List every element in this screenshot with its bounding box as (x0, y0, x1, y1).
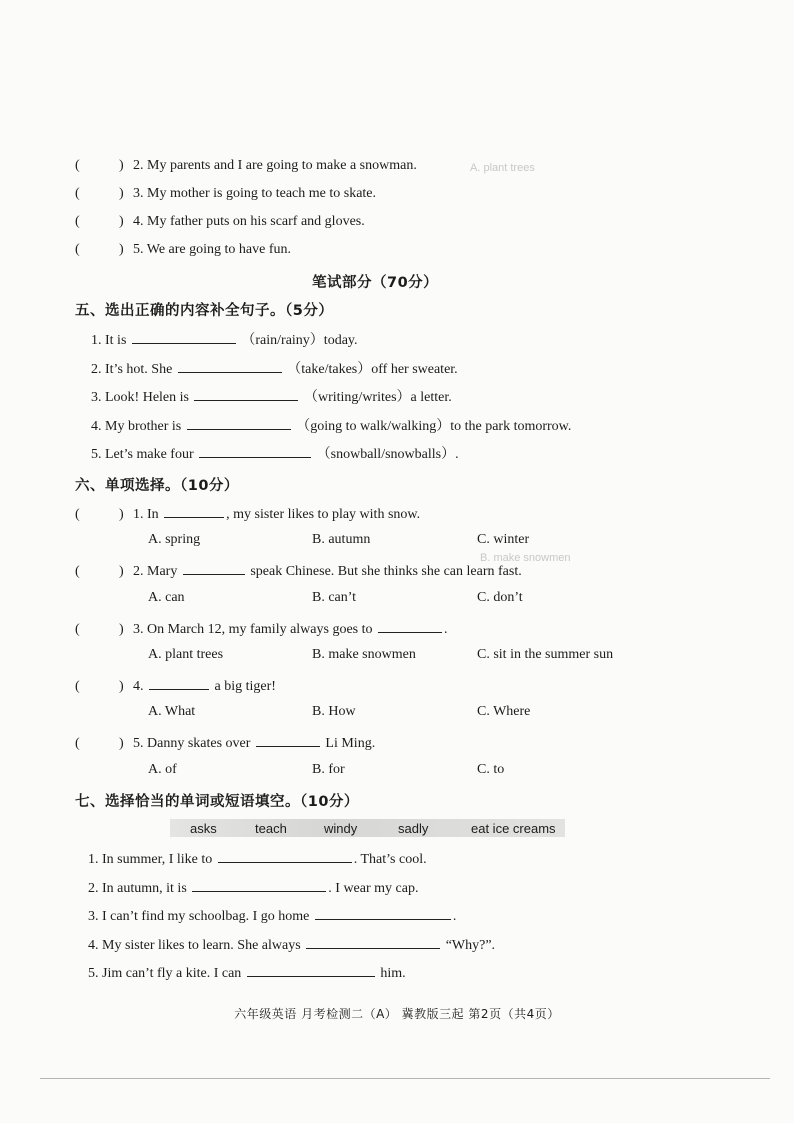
section-5-item: 3. Look! Helen is （writing/writes）a letter. (91, 387, 452, 407)
mc-question: ( ) 1. In , my sister likes to play with snow. (75, 504, 420, 524)
answer-blank[interactable] (247, 963, 375, 977)
answer-bracket[interactable]: ( ) (75, 507, 124, 522)
answer-bracket[interactable]: ( ) (75, 242, 124, 257)
section-5-item: 5. Let’s make four （snowball/snowballs）. (91, 444, 459, 464)
section-6-title: 六、单项选择。（10分） (75, 478, 239, 494)
mc-question: ( ) 2. Mary speak Chinese. But she thinks she can learn fast. (75, 561, 522, 581)
word-bank-item: eat ice creams (471, 821, 556, 836)
answer-bracket[interactable]: ( ) (75, 214, 124, 229)
answer-bracket[interactable]: ( ) (75, 736, 124, 751)
section-7-item: 1. In summer, I like to . That’s cool. (88, 849, 427, 869)
answer-blank[interactable] (306, 935, 440, 949)
option-c[interactable]: C. winter (477, 532, 530, 547)
answer-bracket[interactable]: ( ) (75, 679, 124, 694)
section-7-item: 2. In autumn, it is . I wear my cap. (88, 878, 418, 898)
answer-blank[interactable] (132, 330, 236, 344)
option-a[interactable]: A. What (148, 704, 196, 719)
section-7-item: 5. Jim can’t fly a kite. I can him. (88, 963, 406, 983)
page-footer: 六年级英语 月考检测二（A） 冀教版三起 第2页（共4页） (234, 1007, 560, 1021)
listening-item: ( ) 4. My father puts on his scarf and gloves. (75, 214, 365, 229)
option-a[interactable]: A. plant trees (148, 647, 224, 662)
option-b[interactable]: B. for (312, 762, 345, 777)
option-a[interactable]: A. can (148, 590, 185, 605)
answer-blank[interactable] (378, 619, 442, 633)
section-7-title: 七、选择恰当的单词或短语填空。（10分） (75, 794, 359, 810)
listening-item: ( ) 5. We are going to have fun. (75, 242, 292, 257)
section-5-item: 4. My brother is （going to walk/walking）to the park tomorrow. (91, 416, 571, 436)
answer-blank[interactable] (164, 504, 224, 518)
bleed-through-text: B. make snowmen (480, 552, 571, 564)
answer-blank[interactable] (315, 906, 451, 920)
answer-blank[interactable] (149, 676, 209, 690)
section-5-item: 1. It is （rain/rainy）today. (91, 330, 358, 350)
option-c[interactable]: C. don’t (477, 590, 523, 605)
listening-item: ( ) 3. My mother is going to teach me to skate. (75, 186, 377, 201)
option-a[interactable]: A. of (148, 762, 177, 777)
mc-question: ( ) 3. On March 12, my family always goes to . (75, 619, 448, 639)
mc-question: ( ) 5. Danny skates over Li Ming. (75, 733, 375, 753)
option-b[interactable]: B. How (312, 704, 356, 719)
mc-question: ( ) 4. a big tiger! (75, 676, 276, 696)
option-a[interactable]: A. spring (148, 532, 201, 547)
section-5-title: 五、选出正确的内容补全句子。（5分） (75, 303, 334, 319)
word-bank-item: sadly (398, 821, 429, 836)
word-bank-item: asks (190, 821, 217, 836)
answer-blank[interactable] (178, 359, 282, 373)
section-7-item: 4. My sister likes to learn. She always “Why?”. (88, 935, 495, 955)
answer-blank[interactable] (192, 878, 326, 892)
word-bank-item: teach (255, 821, 287, 836)
option-b[interactable]: B. can’t (312, 590, 357, 605)
answer-bracket[interactable]: ( ) (75, 622, 124, 637)
option-c[interactable]: C. Where (477, 704, 531, 719)
answer-blank[interactable] (256, 733, 320, 747)
option-c[interactable]: C. to (477, 762, 505, 777)
section-5-item: 2. It’s hot. She （take/takes）off her sweater. (91, 359, 458, 379)
option-b[interactable]: B. make snowmen (312, 647, 416, 662)
option-c[interactable]: C. sit in the summer sun (477, 647, 614, 662)
answer-bracket[interactable]: ( ) (75, 158, 124, 173)
answer-blank[interactable] (194, 387, 298, 401)
bleed-through-text: A. plant trees (470, 162, 535, 174)
bottom-divider (40, 1078, 770, 1079)
answer-bracket[interactable]: ( ) (75, 564, 124, 579)
section-7-item: 3. I can’t find my schoolbag. I go home . (88, 906, 456, 926)
answer-blank[interactable] (218, 849, 352, 863)
answer-blank[interactable] (183, 561, 245, 575)
answer-blank[interactable] (199, 444, 311, 458)
word-bank-item: windy (324, 821, 358, 836)
written-part-title: 笔试部分（70分） (312, 275, 439, 291)
listening-item: ( ) 2. My parents and I are going to make a snowman. (75, 158, 417, 173)
answer-bracket[interactable]: ( ) (75, 186, 124, 201)
answer-blank[interactable] (187, 416, 291, 430)
option-b[interactable]: B. autumn (312, 532, 371, 547)
